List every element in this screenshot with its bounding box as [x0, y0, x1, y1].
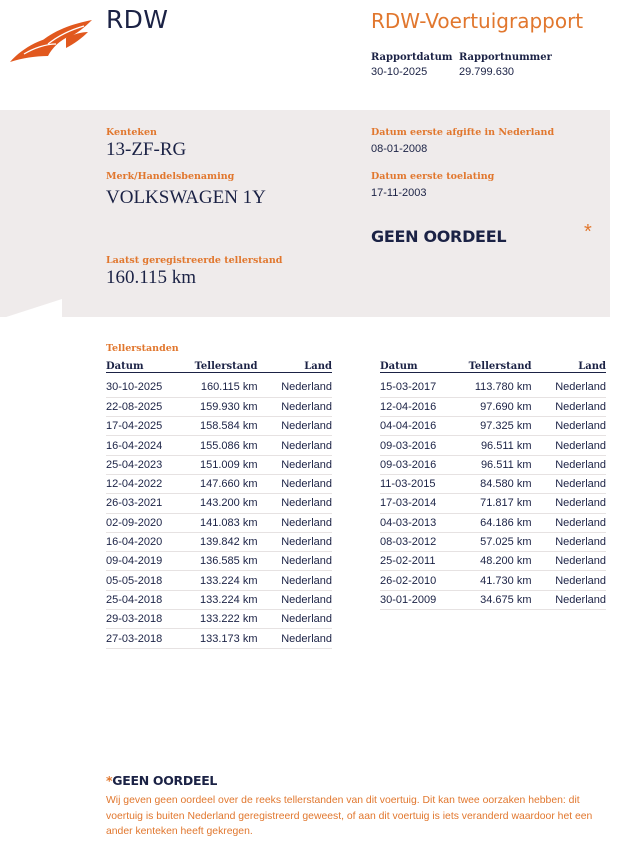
rdw-logo-icon	[8, 18, 94, 64]
verdict-star: *	[584, 221, 592, 243]
report-date: 30-10-2025	[371, 66, 428, 78]
cell-country: Nederland	[532, 532, 607, 551]
first-nl-label: Datum eerste afgifte in Nederland	[371, 127, 555, 138]
cell-date: 25-02-2011	[380, 552, 469, 571]
first-admission-value: 17-11-2003	[371, 187, 427, 199]
footnote-title	[106, 773, 217, 788]
report-number-block	[459, 52, 552, 78]
footnote-text: Wij geven geen oordeel over de reeks tellerstanden van dit voertuig. Dit kan twee oorzaken hebben: dit voertuig is buiten Nederland geregistreerd geweest, of aan dit voertuig is iets veranderd waardoor het een ander kenteken heeft gekregen.	[106, 795, 593, 837]
cell-country: Nederland	[258, 590, 333, 609]
cell-odometer: 97.325 km	[469, 417, 532, 436]
table-row	[380, 417, 606, 436]
cell-odometer: 160.115 km	[195, 378, 258, 397]
cell-odometer: 147.660 km	[195, 474, 258, 493]
cell-odometer: 96.511 km	[469, 436, 532, 455]
cell-odometer: 133.224 km	[195, 571, 258, 590]
cell-date: 12-04-2016	[380, 397, 469, 416]
cell-country: Nederland	[258, 474, 333, 493]
last-odometer-label: Laatst geregistreerde tellerstand	[106, 255, 283, 266]
table-row	[106, 610, 332, 629]
cell-date: 05-05-2018	[106, 571, 195, 590]
table-row	[380, 397, 606, 416]
table-row	[106, 552, 332, 571]
cell-country: Nederland	[532, 571, 607, 590]
first-admission-label: Datum eerste toelating	[371, 171, 495, 182]
cell-date: 02-09-2020	[106, 513, 195, 532]
cell-country: Nederland	[258, 378, 333, 397]
col-header-date: Datum	[380, 358, 469, 372]
cell-country: Nederland	[258, 552, 333, 571]
cell-country: Nederland	[532, 417, 607, 436]
cell-date: 30-01-2009	[380, 590, 469, 609]
cell-country: Nederland	[258, 436, 333, 455]
table-row	[380, 378, 606, 397]
cell-odometer: 41.730 km	[469, 571, 532, 590]
readings-table-left	[106, 358, 332, 649]
cell-country: Nederland	[258, 494, 333, 513]
col-header-country: Land	[258, 358, 333, 372]
report-date-block	[371, 52, 453, 78]
cell-date: 25-04-2023	[106, 455, 195, 474]
cell-country: Nederland	[532, 513, 607, 532]
cell-odometer: 96.511 km	[469, 455, 532, 474]
cell-odometer: 64.186 km	[469, 513, 532, 532]
cell-date: 26-02-2010	[380, 571, 469, 590]
cell-country: Nederland	[532, 494, 607, 513]
cell-date: 11-03-2015	[380, 474, 469, 493]
cell-odometer: 159.930 km	[195, 397, 258, 416]
cell-date: 17-03-2014	[380, 494, 469, 513]
cell-odometer: 133.224 km	[195, 590, 258, 609]
cell-country: Nederland	[532, 378, 607, 397]
table-row	[380, 513, 606, 532]
table-row	[106, 474, 332, 493]
cell-odometer: 141.083 km	[195, 513, 258, 532]
make-value: VOLKSWAGEN 1Y	[106, 187, 266, 208]
cell-country: Nederland	[258, 571, 333, 590]
cell-odometer: 133.222 km	[195, 610, 258, 629]
table-row	[106, 532, 332, 551]
col-header-odometer: Tellerstand	[469, 358, 532, 372]
table-row	[106, 494, 332, 513]
table-row	[380, 455, 606, 474]
footnote-title-text: GEEN OORDEEL	[112, 773, 218, 788]
cell-date: 09-03-2016	[380, 436, 469, 455]
cell-date: 15-03-2017	[380, 378, 469, 397]
cell-date: 17-04-2025	[106, 417, 195, 436]
cell-country: Nederland	[532, 474, 607, 493]
footnote-star: *	[106, 773, 113, 788]
make-label: Merk/Handelsbenaming	[106, 171, 235, 182]
cell-country: Nederland	[258, 610, 333, 629]
cell-odometer: 84.580 km	[469, 474, 532, 493]
table-row	[380, 552, 606, 571]
cell-date: 12-04-2022	[106, 474, 195, 493]
cell-date: 09-03-2016	[380, 455, 469, 474]
cell-odometer: 113.780 km	[469, 378, 532, 397]
cell-date: 30-10-2025	[106, 378, 195, 397]
table-row	[106, 455, 332, 474]
cell-odometer: 97.690 km	[469, 397, 532, 416]
cell-country: Nederland	[532, 397, 607, 416]
table-row	[380, 474, 606, 493]
verdict: GEEN OORDEEL	[371, 227, 507, 246]
cell-odometer: 133.173 km	[195, 629, 258, 648]
cell-date: 09-04-2019	[106, 552, 195, 571]
cell-country: Nederland	[532, 455, 607, 474]
plate-value: 13-ZF-RG	[106, 139, 187, 160]
cell-odometer: 155.086 km	[195, 436, 258, 455]
cell-date: 16-04-2024	[106, 436, 195, 455]
cell-odometer: 57.025 km	[469, 532, 532, 551]
cell-date: 25-04-2018	[106, 590, 195, 609]
cell-odometer: 158.584 km	[195, 417, 258, 436]
table-row	[380, 436, 606, 455]
col-header-country: Land	[532, 358, 607, 372]
cell-country: Nederland	[258, 417, 333, 436]
first-nl-value: 08-01-2008	[371, 143, 428, 155]
readings-table-right	[380, 358, 606, 610]
cell-country: Nederland	[532, 436, 607, 455]
cell-country: Nederland	[258, 455, 333, 474]
cell-odometer: 136.585 km	[195, 552, 258, 571]
cell-date: 04-04-2016	[380, 417, 469, 436]
col-header-date: Datum	[106, 358, 195, 372]
brand-name: RDW	[106, 5, 169, 34]
table-row	[106, 590, 332, 609]
cell-date: 04-03-2013	[380, 513, 469, 532]
report-title: RDW-Voertuigrapport	[371, 9, 584, 33]
table-row	[106, 571, 332, 590]
cell-odometer: 139.842 km	[195, 532, 258, 551]
table-row	[106, 436, 332, 455]
cell-odometer: 34.675 km	[469, 590, 532, 609]
cell-country: Nederland	[258, 513, 333, 532]
readings-title: Tellerstanden	[106, 343, 179, 354]
cell-date: 22-08-2025	[106, 397, 195, 416]
cell-country: Nederland	[258, 397, 333, 416]
cell-date: 26-03-2021	[106, 494, 195, 513]
report-number-label: Rapportnummer	[459, 52, 552, 63]
cell-odometer: 71.817 km	[469, 494, 532, 513]
cell-country: Nederland	[532, 552, 607, 571]
table-row	[380, 532, 606, 551]
cell-date: 27-03-2018	[106, 629, 195, 648]
plate-label: Kenteken	[106, 127, 157, 138]
table-row	[106, 629, 332, 648]
table-row	[106, 513, 332, 532]
cell-odometer: 151.009 km	[195, 455, 258, 474]
last-odometer-value: 160.115 km	[106, 267, 197, 288]
cell-odometer: 48.200 km	[469, 552, 532, 571]
cell-country: Nederland	[258, 532, 333, 551]
cell-date: 29-03-2018	[106, 610, 195, 629]
table-row	[106, 417, 332, 436]
table-row	[106, 397, 332, 416]
table-row	[380, 494, 606, 513]
col-header-odometer: Tellerstand	[195, 358, 258, 372]
cell-country: Nederland	[258, 629, 333, 648]
cell-date: 16-04-2020	[106, 532, 195, 551]
cell-odometer: 143.200 km	[195, 494, 258, 513]
cell-date: 08-03-2012	[380, 532, 469, 551]
table-row	[380, 571, 606, 590]
table-row	[106, 378, 332, 397]
table-row	[380, 590, 606, 609]
cell-country: Nederland	[532, 590, 607, 609]
report-number: 29.799.630	[459, 66, 515, 78]
report-date-label: Rapportdatum	[371, 52, 453, 63]
